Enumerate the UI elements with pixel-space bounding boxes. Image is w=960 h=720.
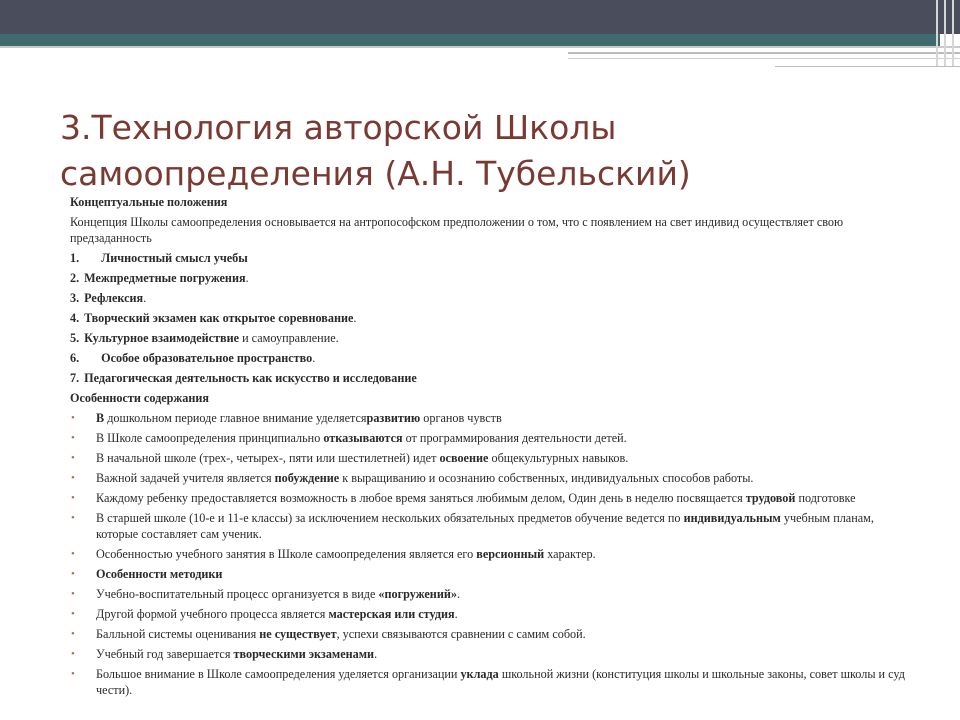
bullet-emphasis: развитию	[366, 411, 421, 425]
bullet-text: В Школе самоопределения принципиально	[96, 431, 324, 445]
bullet-item	[70, 646, 910, 662]
bullet-text: , успехи связываются сравнении с самим собой.	[336, 627, 586, 641]
bullet-dot-icon: •	[71, 432, 75, 444]
bullet-emphasis: В	[96, 411, 105, 425]
item-suffix: .	[143, 291, 147, 305]
divider-line	[568, 52, 960, 54]
bullet-list	[70, 566, 910, 698]
slide-title-line2: самоопределения (А.Н. Тубельский)	[60, 154, 691, 193]
numbered-item	[70, 370, 910, 386]
decor-stripe	[936, 0, 938, 66]
decor-stripe	[952, 0, 954, 66]
item-suffix: и самоуправление.	[239, 331, 339, 345]
item-number: 6.	[70, 351, 80, 365]
bullet-text: .	[454, 607, 458, 621]
bullet-text: дошкольном периоде главное внимание уделяется	[104, 411, 367, 425]
bullet-text: общекультурных навыков.	[488, 451, 629, 465]
bullet-list	[70, 410, 910, 562]
bullet-dot-icon: •	[71, 472, 75, 484]
bullet-text: Важной задачей учителя является	[96, 471, 275, 485]
bullet-item	[70, 626, 910, 642]
item-label: Педагогическая деятельность как искусство и исследование	[84, 371, 417, 385]
bullet-item	[70, 470, 910, 486]
bullet-text: Учебный год завершается	[96, 647, 234, 661]
numbered-item	[70, 310, 910, 326]
bullet-text: Учебно-воспитательный процесс организуется в виде	[96, 587, 379, 601]
bullet-emphasis: Особенности методики	[96, 567, 223, 581]
bullet-dot-icon: •	[71, 608, 75, 620]
bullet-item	[70, 450, 910, 466]
bullet-emphasis: версионный	[476, 547, 545, 561]
bullet-emphasis: индивидуальным	[683, 511, 781, 525]
numbered-item	[70, 250, 910, 266]
teal-band	[0, 34, 940, 46]
bullet-text: к выращиванию и осознанию собственных, индивидуальных способов работы.	[339, 471, 754, 485]
bullet-item	[70, 546, 910, 562]
bullet-emphasis: отказываются	[323, 431, 403, 445]
bullet-item	[70, 566, 910, 582]
bullet-dot-icon: •	[71, 548, 75, 560]
bullet-text: Другой формой учебного процесса является	[96, 607, 329, 621]
bullet-item	[70, 510, 910, 542]
divider-line	[568, 58, 960, 59]
item-number: 7.	[70, 371, 80, 385]
bullet-text: подготовке	[795, 491, 856, 505]
item-number: 1.	[70, 251, 80, 265]
numbered-list	[70, 250, 910, 386]
item-number: 5.	[70, 331, 80, 345]
bullet-emphasis: мастерская или студия	[328, 607, 455, 621]
bullet-dot-icon: •	[71, 412, 75, 424]
bullet-item	[70, 666, 910, 698]
bullet-dot-icon: •	[71, 452, 75, 464]
bullet-emphasis: освоение	[439, 451, 489, 465]
item-number: 4.	[70, 311, 80, 325]
bullet-text: .	[456, 587, 461, 601]
intro-text: Концепция Школы самоопределения основывается на антропософском предположении о том, что с появлением на свет индивид осуществляет свою предзаданность	[70, 215, 844, 245]
bullet-emphasis: побуждение	[274, 471, 340, 485]
slide-title	[60, 105, 900, 197]
bullet-dot-icon: •	[71, 568, 75, 580]
slide-content	[70, 194, 910, 702]
bullet-item	[70, 410, 910, 426]
item-suffix: .	[245, 271, 249, 285]
bullet-emphasis: уклада	[460, 667, 499, 681]
bullet-item	[70, 490, 910, 506]
bullet-text: Балльной системы оценивания	[96, 627, 260, 641]
bullet-dot-icon: •	[71, 628, 75, 640]
bullet-text: В старшей школе (10-е и 11-е классы) за исключением нескольких обязательных предметов обучение ведется по	[96, 511, 684, 525]
item-suffix: .	[353, 311, 357, 325]
bullet-text: органов чувств	[420, 411, 502, 425]
numbered-item	[70, 290, 910, 306]
item-label: Культурное взаимодействие	[84, 331, 240, 345]
bullet-text: Особенностью учебного занятия в Школе самоопределения является его	[96, 547, 477, 561]
item-number: 3.	[70, 291, 80, 305]
numbered-item	[70, 270, 910, 286]
bullet-item	[70, 586, 910, 602]
bullet-dot-icon: •	[71, 512, 75, 524]
slide-title-line1: 3.Технология авторской Школы	[60, 108, 617, 147]
bullet-text: школьной жизни (конституция школы и школьные законы, совет школы и суд чести).	[96, 667, 905, 697]
bullet-item	[70, 430, 910, 446]
divider-line	[0, 46, 960, 48]
item-label: Межпредметные погружения	[84, 271, 246, 285]
top-band	[0, 0, 960, 34]
item-suffix: .	[312, 351, 316, 365]
bullet-dot-icon: •	[71, 648, 75, 660]
bullet-text: характер.	[544, 547, 596, 561]
item-label: Особое образовательное пространство	[101, 351, 313, 365]
bullet-item	[70, 606, 910, 622]
decor-stripe	[944, 0, 946, 66]
numbered-item	[70, 330, 910, 346]
bullet-text: Большое внимание в Школе самоопределения уделяется организации	[96, 667, 461, 681]
bullet-emphasis: творческими экзаменами	[233, 647, 375, 661]
bullet-dot-icon: •	[71, 668, 75, 680]
bullet-text: от программирования деятельности детей.	[402, 431, 627, 445]
section-heading: Концептуальные положения	[70, 195, 228, 209]
bullet-dot-icon: •	[71, 492, 75, 504]
bullet-emphasis: «погружений»	[378, 587, 457, 601]
bullet-text: Каждому ребенку предоставляется возможность в любое время заняться любимым делом, Один день в неделю посвящается	[96, 491, 746, 505]
section-heading: Особенности содержания	[70, 391, 210, 405]
bullet-dot-icon: •	[71, 588, 75, 600]
item-label: Творческий экзамен как открытое соревнование	[84, 311, 354, 325]
bullet-emphasis: трудовой	[745, 491, 796, 505]
bullet-emphasis: не существует	[259, 627, 337, 641]
bullet-text: .	[374, 647, 378, 661]
item-number: 2.	[70, 271, 80, 285]
divider-line	[775, 66, 960, 67]
bullet-text: В начальной школе (трех-, четырех-, пяти или шестилетней) идет	[96, 451, 440, 465]
numbered-item	[70, 350, 910, 366]
item-label: Рефлексия	[84, 291, 144, 305]
item-label: Личностный смысл учебы	[101, 251, 248, 265]
bullet-text: учебным планам, которые составляет сам ученик.	[96, 511, 874, 541]
